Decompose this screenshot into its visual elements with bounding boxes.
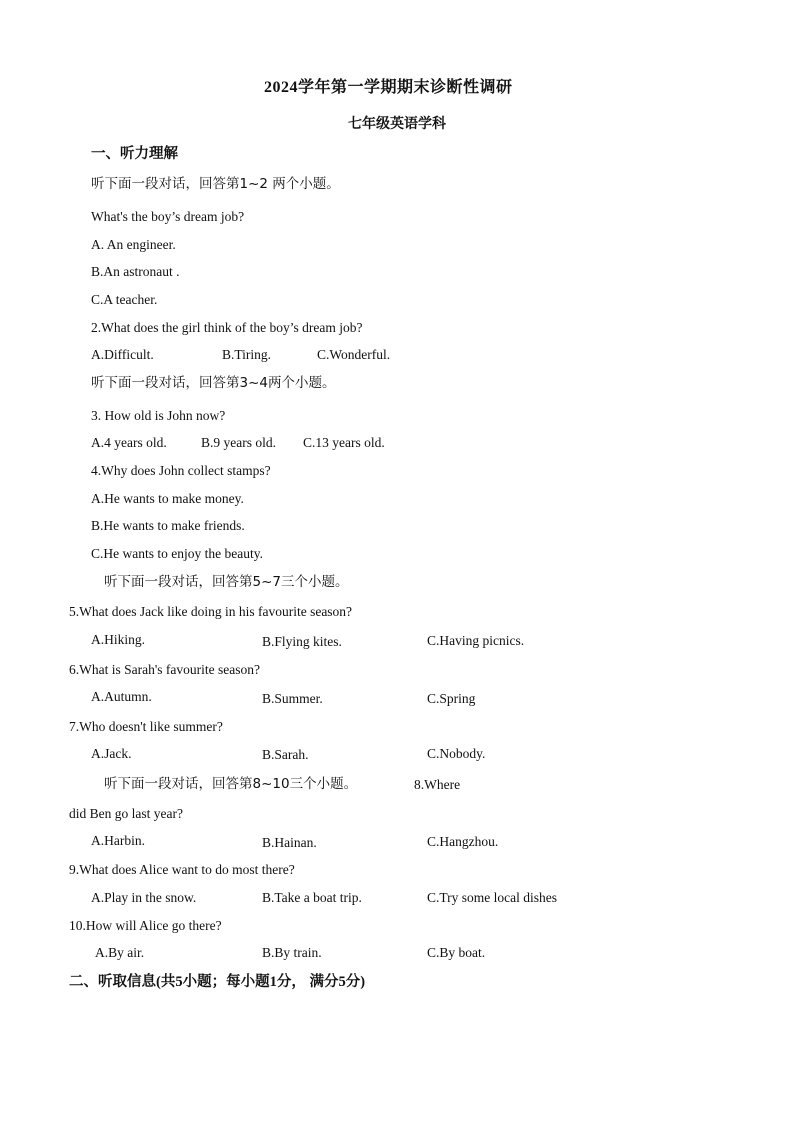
question-3: 3. How old is John now? — [91, 408, 226, 423]
question-9-option-a: A.Play in the snow. — [91, 890, 197, 905]
question-9: 9.What does Alice want to do most there? — [69, 862, 295, 877]
question-4: 4.Why does John collect stamps? — [91, 463, 271, 478]
question-2-option-c: C.Wonderful. — [317, 347, 391, 362]
question-5-option-b: B.Flying kites. — [262, 634, 342, 649]
question-6: 6.What is Sarah's favourite season? — [69, 662, 260, 677]
question-1-option-b: B.An astronaut . — [91, 264, 180, 279]
question-8-option-a: A.Harbin. — [91, 833, 145, 848]
question-8: did Ben go last year? — [69, 806, 183, 821]
question-2-option-a: A.Difficult. — [91, 347, 154, 362]
question-6-option-a: A.Autumn. — [91, 689, 152, 704]
page-subtitle: 七年级英语学科 — [348, 117, 446, 132]
instruction-2: 听下面一段对话，回答第3~4两个小题。 — [91, 375, 336, 391]
question-8-start: 8.Where — [414, 777, 461, 792]
question-9-option-b: B.Take a boat trip. — [262, 890, 362, 905]
question-7-option-b: B.Sarah. — [262, 747, 309, 762]
question-3-option-b: B.9 years old. — [201, 435, 276, 450]
question-10-option-c: C.By boat. — [427, 945, 486, 960]
question-10-option-b: B.By train. — [262, 945, 322, 960]
section-heading-information: 二、听取信息(共5小题；每小题1分， 满分5分) — [69, 974, 366, 990]
question-10-option-a: A.By air. — [95, 945, 145, 960]
question-8-option-b: B.Hainan. — [262, 835, 317, 850]
question-7: 7.Who doesn't like summer? — [69, 719, 223, 734]
question-10: 10.How will Alice go there? — [69, 918, 222, 933]
question-4-option-a: A.He wants to make money. — [91, 491, 244, 506]
question-8-option-c: C.Hangzhou. — [427, 834, 499, 849]
question-1-option-c: C.A teacher. — [91, 292, 158, 307]
question-7-option-a: A.Jack. — [91, 746, 132, 761]
question-2-option-b: B.Tiring. — [222, 347, 272, 362]
page-title: 2024学年第一学期期末诊断性调研 — [264, 79, 513, 96]
section-heading-listening: 一、听力理解 — [91, 146, 178, 162]
question-5-option-a: A.Hiking. — [91, 632, 145, 647]
question-4-option-c: C.He wants to enjoy the beauty. — [91, 546, 263, 561]
question-5-option-c: C.Having picnics. — [427, 633, 525, 648]
question-6-option-c: C.Spring — [427, 691, 476, 706]
question-1: What's the boy’s dream job? — [91, 209, 245, 224]
question-7-option-c: C.Nobody. — [427, 746, 486, 761]
instruction-3: 听下面一段对话，回答第5~7三个小题。 — [104, 574, 349, 590]
question-1-option-a: A. An engineer. — [91, 237, 176, 252]
instruction-4: 听下面一段对话，回答第8~10三个小题。 — [104, 776, 358, 792]
question-3-option-c: C.13 years old. — [303, 435, 385, 450]
question-4-option-b: B.He wants to make friends. — [91, 518, 245, 533]
question-3-option-a: A.4 years old. — [91, 435, 167, 450]
question-6-option-b: B.Summer. — [262, 691, 323, 706]
question-9-option-c: C.Try some local dishes — [427, 890, 558, 905]
question-5: 5.What does Jack like doing in his favourite season? — [69, 604, 353, 619]
question-2: 2.What does the girl think of the boy’s dream job? — [91, 320, 363, 335]
instruction-1: 听下面一段对话，回答第1~2 两个小题。 — [91, 176, 340, 192]
